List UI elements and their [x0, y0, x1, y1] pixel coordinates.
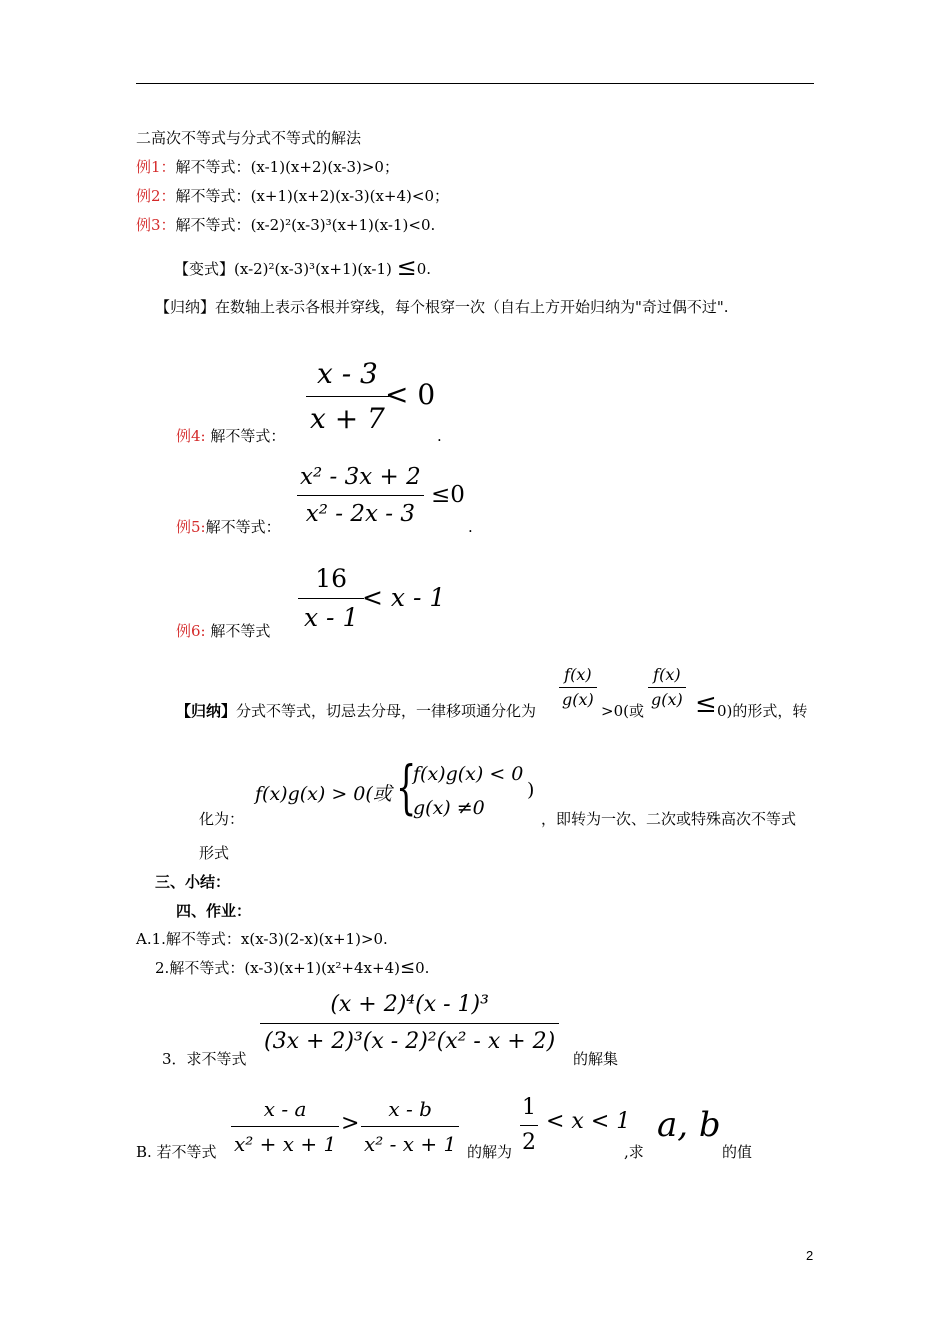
fraction-numerator: f(x)	[564, 665, 592, 684]
example-2	[136, 187, 449, 205]
example-label: 例2：	[136, 187, 176, 205]
homework-1	[136, 930, 388, 948]
fraction-denominator: g(x)	[651, 690, 683, 709]
example-text: 解不等式：	[205, 518, 281, 536]
homework-3-tail: 的解集	[573, 1050, 619, 1068]
heading-summary: 三、小结：	[155, 873, 231, 891]
ex6-relation: < x - 1	[362, 583, 446, 612]
hwb-range: < x < 1	[546, 1109, 631, 1134]
hwb-text-mid: 的解为	[467, 1143, 513, 1161]
example-expr: (x-2)²(x-3)³(x+1)(x-1)<0.	[250, 216, 436, 234]
hw-text: 解不等式：x(x-3)(2-x)(x+1)>0.	[165, 930, 388, 948]
variant-tail: 0.	[416, 260, 432, 278]
variant-expr: (x-2)²(x-3)³(x+1)(x-1)	[234, 260, 392, 278]
cond-close: )	[527, 779, 535, 801]
variant-line	[174, 253, 432, 281]
header-rule	[136, 83, 814, 84]
fraction-denominator: 2	[522, 1130, 536, 1155]
summary-text3: 化为：	[199, 810, 245, 828]
hw-tail: 0.	[415, 959, 430, 977]
example-1	[136, 158, 399, 176]
summary-label: 【归纳】	[176, 702, 237, 720]
ex4-fraction	[306, 356, 389, 437]
summary-text5: 形式	[199, 844, 230, 862]
hw3-numerator: (x + 2)⁴(x - 1)³	[330, 992, 489, 1017]
fraction-numerator: x - a	[263, 1097, 307, 1121]
example-text: 解不等式：	[205, 427, 286, 445]
heading-homework: 四、作业：	[176, 902, 252, 920]
ex5-numerator: x² - 3x + 2	[300, 464, 421, 490]
cond-case-2: g(x) ≠0	[413, 797, 485, 819]
cond-case-1: f(x)g(x) < 0	[413, 763, 524, 785]
variant-label: 【变式】	[174, 260, 235, 278]
example-text: 解不等式	[205, 622, 271, 640]
example-label: 例5:	[176, 518, 206, 536]
cond-main: f(x)g(x) > 0(或	[255, 783, 392, 805]
example-4	[176, 427, 285, 445]
hw3-fraction	[260, 990, 559, 1057]
summary-1: 【归纳】在数轴上表示各根并穿线，每个根穿一次（自右上方开始归纳为"奇过偶不过".	[155, 298, 729, 316]
example-label: 例1：	[136, 158, 176, 176]
hw-label: A.1.	[136, 930, 166, 948]
hw-label: 2.	[155, 959, 170, 977]
fraction-numerator: 1	[522, 1095, 536, 1120]
ex5-relation: ≤0	[431, 482, 465, 508]
summary-text4: ，即转为一次、二次或特殊高次不等式	[541, 810, 797, 828]
summary-le: ≤	[695, 689, 717, 719]
summary-gt: >0(或	[601, 702, 644, 720]
example-label: 例6:	[176, 622, 206, 640]
hw-text: 解不等式：(x-3)(x+1)(x²+4x+4)	[169, 959, 400, 977]
homework-b-label: B. 若不等式	[136, 1143, 217, 1161]
example-text: 解不等式：	[175, 158, 251, 176]
fraction-numerator: x - b	[388, 1097, 432, 1121]
example-3	[136, 216, 435, 234]
homework-3-label: 3．求不等式	[162, 1050, 247, 1068]
summary-2-line1	[176, 702, 536, 720]
section-title: 二高次不等式与分式不等式的解法	[136, 129, 362, 147]
ex6-numerator: 16	[315, 564, 348, 593]
summary-text: 分式不等式，切忌去分母，一律移项通分化为	[236, 702, 537, 720]
summary-fraction-1	[559, 665, 597, 710]
hwb-left-fraction	[231, 1095, 339, 1158]
brace: {	[396, 753, 417, 821]
example-5	[176, 518, 281, 536]
ex5-fraction	[297, 462, 424, 529]
fraction-denominator: g(x)	[562, 690, 594, 709]
example-6	[176, 622, 270, 640]
ex4-relation: < 0	[385, 378, 436, 411]
example-label: 例4:	[176, 427, 206, 445]
example-text: 解不等式：	[175, 187, 251, 205]
example-expr: (x-1)(x+2)(x-3)>0；	[250, 158, 399, 176]
ex4-tail: .	[437, 427, 442, 445]
ex6-fraction	[298, 563, 364, 634]
ex5-tail: .	[468, 518, 473, 536]
hwb-text-end: 的值	[722, 1143, 753, 1161]
page-number: 2	[806, 1248, 814, 1263]
hw3-denominator: (3x + 2)³(x - 2)²(x² - x + 2)	[264, 1029, 556, 1054]
fraction-denominator: x² - x + 1	[364, 1132, 457, 1156]
example-text: 解不等式：	[175, 216, 251, 234]
ex4-denominator: x + 7	[310, 402, 385, 435]
hwb-vars: a, b	[657, 1105, 721, 1145]
hwb-text-ask: ,求	[624, 1143, 644, 1161]
ex6-denominator: x - 1	[304, 603, 359, 632]
variant-rel: ≤	[396, 253, 417, 281]
summary-fraction-2	[648, 665, 686, 710]
ex5-denominator: x² - 2x - 3	[305, 501, 415, 527]
fraction-numerator: f(x)	[653, 665, 681, 684]
ex4-numerator: x - 3	[317, 357, 378, 390]
example-expr: (x+1)(x+2)(x-3)(x+4)<0；	[250, 187, 450, 205]
fraction-denominator: x² + x + 1	[234, 1132, 337, 1156]
hwb-right-fraction	[361, 1095, 459, 1158]
summary-text2: 0)的形式，转	[717, 702, 808, 720]
hwb-half-fraction	[520, 1093, 538, 1158]
hwb-gt: >	[341, 1111, 360, 1136]
hw-rel: ≤	[399, 957, 416, 978]
homework-2	[155, 959, 429, 977]
example-label: 例3：	[136, 216, 176, 234]
